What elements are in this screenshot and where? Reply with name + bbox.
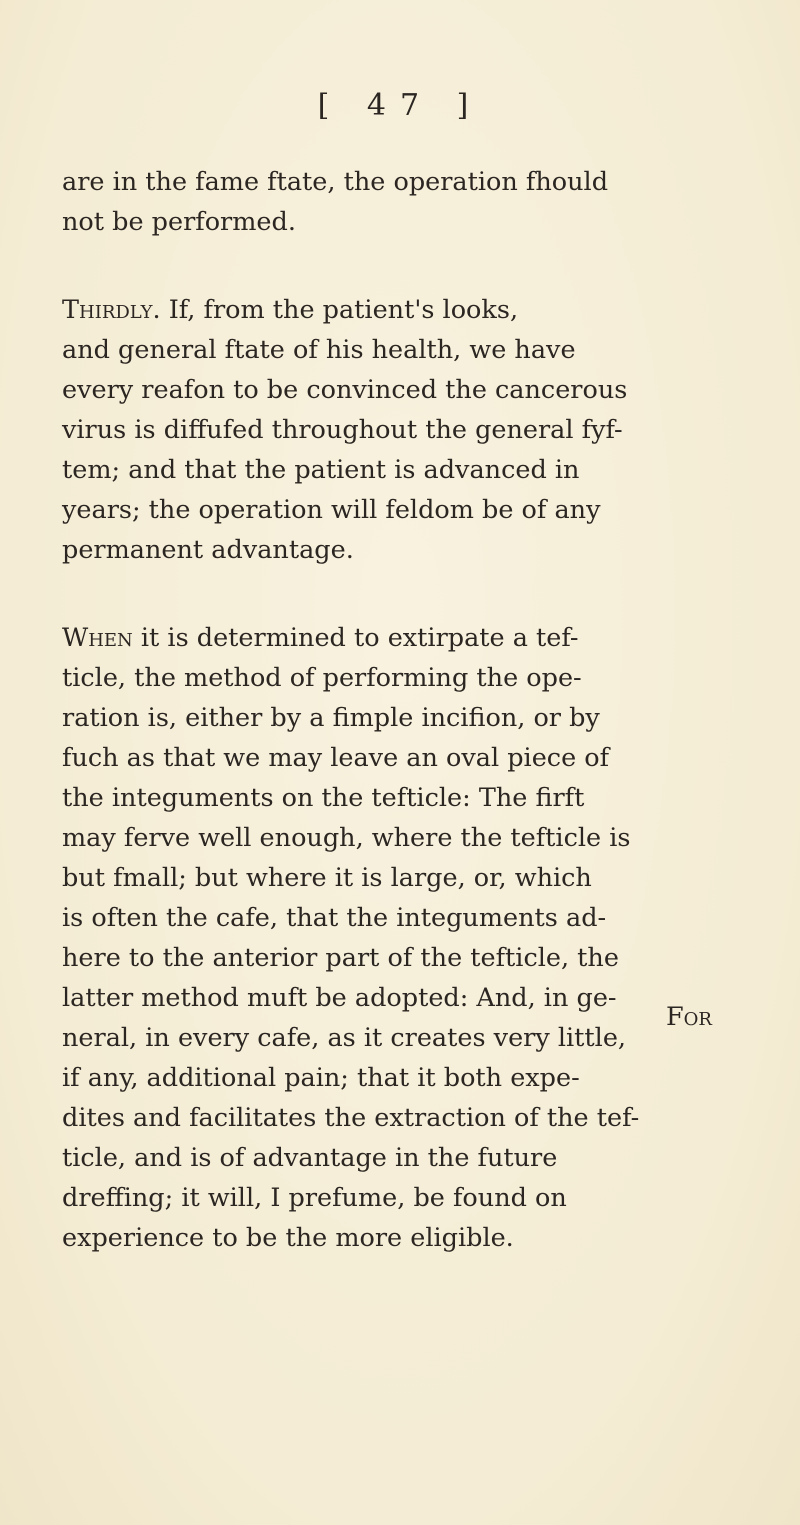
- paragraph-gap: [62, 242, 712, 290]
- text-line: virus is diffufed throughout the general fyf-: [62, 415, 623, 445]
- text-line: and general ftate of his health, we have: [62, 335, 576, 365]
- paragraph-lead-word: Thirdly.: [62, 295, 161, 325]
- paragraph-opening-line: [62, 290, 712, 330]
- text-line: latter method muft be adopted: And, in ge-: [62, 983, 617, 1013]
- text-line: tem; and that the patient is advanced in: [62, 455, 580, 485]
- text-line: years; the operation will feldom be of any: [62, 495, 601, 525]
- line-rest: it is determined to extirpate a tef-: [140, 623, 579, 653]
- paragraph-lead-word: When: [62, 623, 133, 653]
- text-line: is often the cafe, that the integuments ad-: [62, 903, 607, 933]
- text-line: ticle, the method of performing the ope-: [62, 663, 582, 693]
- body-text: [62, 162, 712, 1258]
- text-line: permanent advantage.: [62, 535, 354, 565]
- text-line: ticle, and is of advantage in the future: [62, 1143, 558, 1173]
- catchword: For: [665, 1002, 712, 1032]
- text-line: fuch as that we may leave an oval piece of: [62, 743, 610, 773]
- text-line: dreffing; it will, I prefume, be found on: [62, 1183, 567, 1213]
- paragraph-opening-line: [62, 618, 712, 658]
- text-line: ration is, either by a fimple incifion, or by: [62, 703, 600, 733]
- page-number: [ 47 ]: [317, 88, 483, 123]
- text-line: neral, in every cafe, as it creates very little,: [62, 1023, 627, 1053]
- text-line: but fmall; but where it is large, or, which: [62, 863, 592, 893]
- text-line: the integuments on the tefticle: The firft: [62, 783, 585, 813]
- text-line: dites and facilitates the extraction of the tef-: [62, 1103, 640, 1133]
- text-line: experience to be the more eligible.: [62, 1223, 514, 1253]
- text-line: every reafon to be convinced the cancerous: [62, 375, 628, 405]
- line-rest: If, from the patient's looks,: [168, 295, 519, 325]
- paragraph-gap: [62, 570, 712, 618]
- text-line: not be performed.: [62, 207, 296, 237]
- text-line: are in the fame ftate, the operation fhould: [62, 167, 609, 197]
- text-line: may ferve well enough, where the tefticle is: [62, 823, 631, 853]
- text-line: if any, additional pain; that it both expe-: [62, 1063, 580, 1093]
- text-line: here to the anterior part of the tefticle, the: [62, 943, 619, 973]
